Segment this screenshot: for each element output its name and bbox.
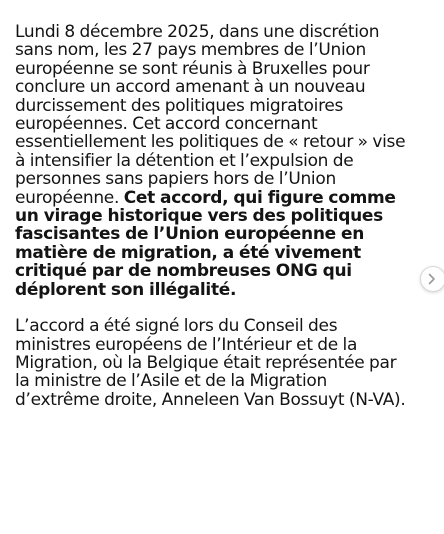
paragraph-2: L’accord a été signé lors du Conseil des ministres européens de l’Intérieur et de la Migration, où la Belgique était représentée par la ministre de l’Asile et de la Migration d’extrême droite, Anneleen Van Bossuyt (N-VA). (15, 316, 406, 410)
paragraph-1-intro: Lundi 8 décembre 2025, dans une discrétion sans nom, les 27 pays membres de l’Union européenne se sont réunis à Bruxelles pour conclure un accord amenant à un nouveau durcissement des politiques migratoires européennes. Cet accord concernant essentiellement les politiques de « retour » vise à intensifier la détention et l’expulsion de personnes sans papiers hors de l’Union européenne. (15, 22, 406, 208)
paragraph-1 (15, 23, 413, 299)
carousel-next-button[interactable] (420, 266, 444, 292)
post-text (15, 23, 413, 409)
paragraph-1-highlight: Cet accord, qui figure comme un virage historique vers des politiques fascisantes de l’Union européenne en matière de migration, a été vivement critiqué par de nombreuses ONG qui déplorent son illégalité. (15, 187, 396, 300)
chevron-right-icon (428, 273, 436, 285)
